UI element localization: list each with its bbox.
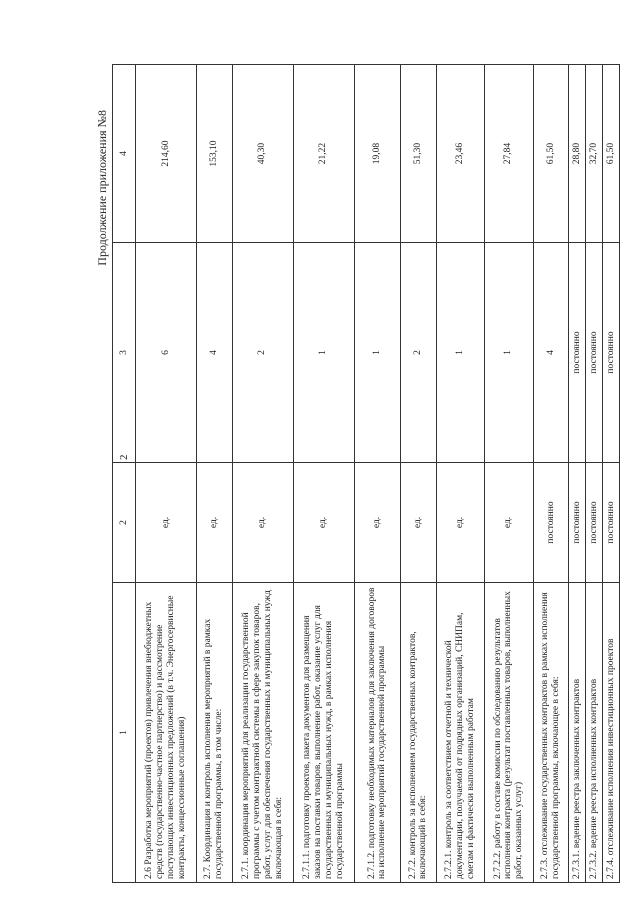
row-unit: ед.	[436, 463, 484, 583]
row-unit: ед.	[197, 463, 233, 583]
table-row	[354, 65, 400, 883]
row-unit: ед.	[354, 463, 400, 583]
row-value: 40,30	[232, 65, 293, 243]
row-unit: постоянно	[603, 463, 620, 583]
table-row	[293, 65, 354, 883]
row-description: 2.7.1. координация мероприятий для реализации государственной программы с учетом контрактной системы в сфере закупок товаров, работ, услуг для обеспечения государственных и муниципальных нужд включающая в себя:	[232, 583, 293, 883]
row-value: 21,22	[293, 65, 354, 243]
row-value: 32,70	[586, 65, 603, 243]
table-row	[136, 65, 197, 883]
table-row	[533, 65, 569, 883]
row-unit: постоянно	[533, 463, 569, 583]
row-unit: ед.	[293, 463, 354, 583]
header-col-1: 1	[113, 583, 136, 883]
row-quantity: 1	[436, 243, 484, 463]
row-quantity: 2	[401, 243, 437, 463]
row-value: 153,10	[197, 65, 233, 243]
row-quantity: 1	[485, 243, 533, 463]
table-row	[401, 65, 437, 883]
row-description: 2.7.1.1. подготовку проектов, пакета документов для размещения заказов на поставки товаров, выполнение работ, оказание услуг для государственных и муниципальных нужд, в рамках исполнения государственной программы	[293, 583, 354, 883]
row-quantity: 4	[533, 243, 569, 463]
row-quantity: постоянно	[569, 243, 586, 463]
row-unit: ед.	[485, 463, 533, 583]
table-row	[485, 65, 533, 883]
row-value: 51,30	[401, 65, 437, 243]
row-description: 2.7. Координация и контроль исполнения мероприятий в рамках государственной программы, в том числе:	[197, 583, 233, 883]
table-row	[232, 65, 293, 883]
row-value: 61,50	[603, 65, 620, 243]
header-col-4: 4	[113, 65, 136, 243]
row-quantity: 1	[293, 243, 354, 463]
row-quantity: постоянно	[586, 243, 603, 463]
row-value: 27,84	[485, 65, 533, 243]
table-row	[586, 65, 603, 883]
table-row	[436, 65, 484, 883]
appendix-title: Продолжение приложения №8	[95, 110, 109, 266]
row-quantity: 4	[197, 243, 233, 463]
header-col-2: 2	[113, 463, 136, 583]
table-row	[569, 65, 586, 883]
row-value: 19,08	[354, 65, 400, 243]
row-unit: ед.	[401, 463, 437, 583]
row-description: 2.7.3. отслеживание государственных контрактов в рамках исполнения государственной программы, включающее в себя:	[533, 583, 569, 883]
row-value: 214,60	[136, 65, 197, 243]
data-table	[112, 64, 620, 883]
row-unit: ед.	[136, 463, 197, 583]
row-value: 23,46	[436, 65, 484, 243]
row-unit: ед.	[232, 463, 293, 583]
table-row	[197, 65, 233, 883]
row-value: 61,50	[533, 65, 569, 243]
row-unit: постоянно	[586, 463, 603, 583]
row-unit: постоянно	[569, 463, 586, 583]
row-description: 2.7.4. отслеживание исполнения инвестиционных проектов	[603, 583, 620, 883]
row-quantity: 6	[136, 243, 197, 463]
row-description: 2.6 Разработка мероприятий (проектов) привлечения внебюджетных средств (государственно-частное партнерство) и рассмотрение поступающих инвестиционных предложений (в т.ч. Энергосервисные контракты, концессионные соглашения)	[136, 583, 197, 883]
row-description: 2.7.1.2. подготовку необходимых материалов для заключения договоров на исполнение мероприятий государственной программы	[354, 583, 400, 883]
row-description: 2.7.2.1. контроль за соответствием отчетной и технической документации, получаемой от подрядных организаций, СНИПам, сметам и фактически выполненным работам	[436, 583, 484, 883]
row-quantity: 1	[354, 243, 400, 463]
row-value: 28,80	[569, 65, 586, 243]
page-number: 2	[118, 454, 130, 460]
row-description: 2.7.2. контроль за исполнением государственных контрактов, включающий в себя:	[401, 583, 437, 883]
table-row	[603, 65, 620, 883]
row-quantity: постоянно	[603, 243, 620, 463]
row-quantity: 2	[232, 243, 293, 463]
header-row	[113, 65, 136, 883]
row-description: 2.7.3.1. ведение реестра заключенных контрактов	[569, 583, 586, 883]
row-description: 2.7.2.2. работу в составе комиссии по обследованию результатов исполнения контракта (результат поставленных товаров, выполненных работ, оказанных услуг)	[485, 583, 533, 883]
row-description: 2.7.3.2. ведение реестра исполненных контрактов	[586, 583, 603, 883]
header-col-3: 3	[113, 243, 136, 463]
